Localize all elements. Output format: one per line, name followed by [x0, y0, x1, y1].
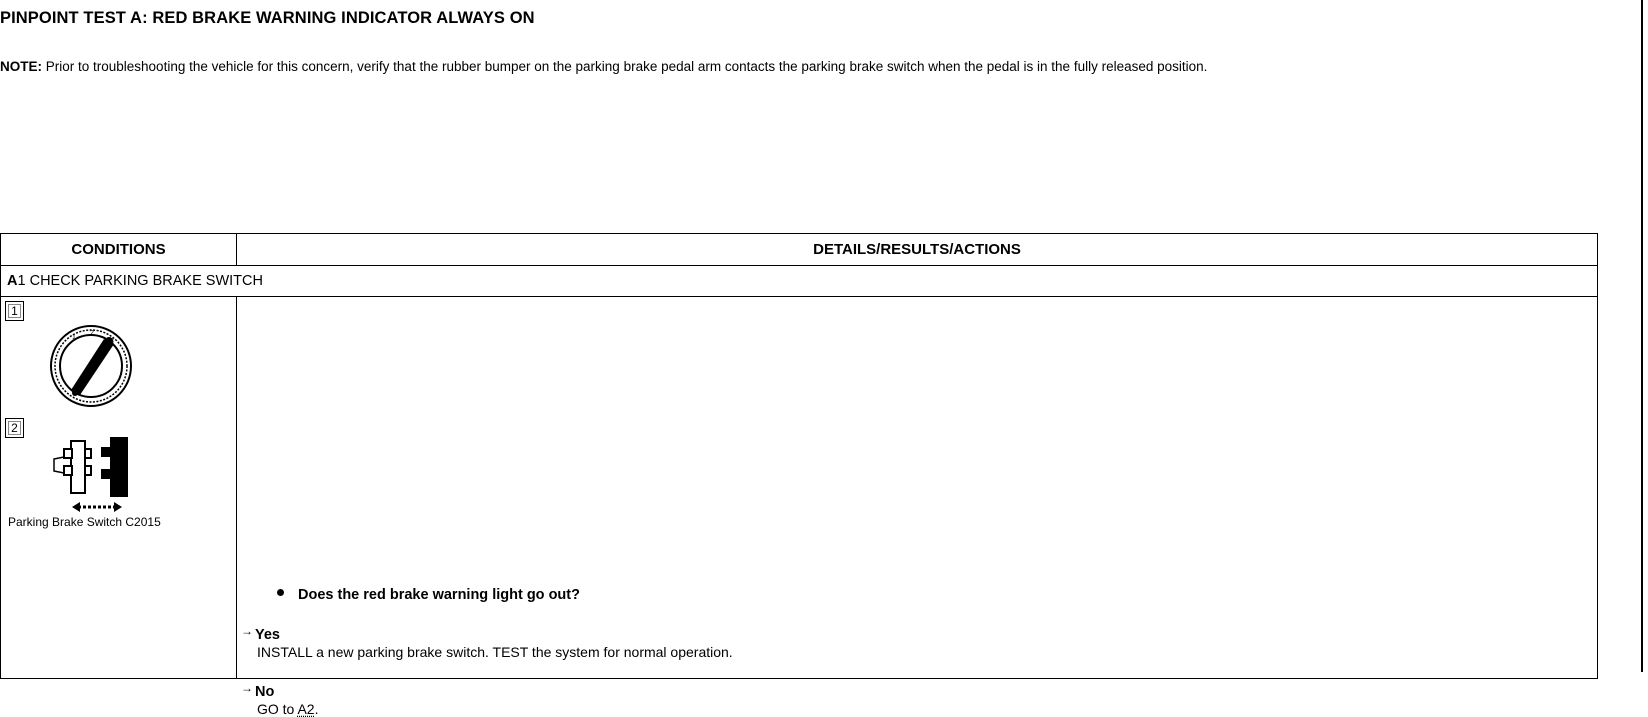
details-cell	[237, 297, 1598, 717]
connector-caption: Parking Brake Switch C2015	[8, 515, 161, 529]
step-title-row	[1, 266, 1598, 297]
condition-number-box: 1	[5, 301, 24, 321]
note-paragraph	[0, 57, 1632, 76]
svg-text:1: 1	[72, 334, 76, 341]
arrow-icon: →	[241, 681, 253, 695]
result-no	[241, 681, 318, 717]
svg-text:3: 3	[110, 338, 114, 345]
table-header-row	[1, 234, 1598, 266]
conditions-header: CONDITIONS	[1, 234, 237, 266]
test-question	[277, 587, 580, 603]
page-title: PINPOINT TEST A: RED BRAKE WARNING INDICATOR ALWAYS ON	[0, 9, 535, 27]
result-no-label: No	[255, 684, 275, 700]
note-label: NOTE:	[0, 59, 42, 74]
result-no-prefix: GO to	[257, 701, 298, 717]
question-text: Does the red brake warning light go out?	[298, 587, 580, 603]
details-header: DETAILS/RESULTS/ACTIONS	[237, 234, 1598, 266]
step-number: 1	[17, 273, 26, 289]
bullet-icon	[277, 589, 284, 596]
condition-number-box: 2	[5, 418, 24, 438]
result-yes-action: INSTALL a new parking brake switch. TEST the system for normal operation.	[257, 644, 733, 660]
pinpoint-test-table	[0, 233, 1598, 717]
result-no-suffix: .	[314, 701, 319, 717]
page-right-rule	[1641, 0, 1643, 672]
result-yes	[241, 624, 733, 660]
goto-a2-link[interactable]: A2	[297, 701, 315, 717]
connector-disconnect-icon	[50, 437, 134, 515]
svg-text:2: 2	[90, 330, 94, 337]
conditions-cell	[1, 297, 237, 679]
result-yes-label: Yes	[255, 627, 280, 643]
note-text: Prior to troubleshooting the vehicle for this concern, verify that the rubber bumper on the parking brake pedal arm contacts the parking brake switch when the pedal is in the fully released position.	[42, 59, 1208, 74]
ignition-key-icon	[48, 323, 134, 409]
step-title-text: CHECK PARKING BRAKE SWITCH	[25, 273, 263, 289]
step-title	[1, 266, 1598, 297]
result-no-action	[241, 701, 318, 717]
arrow-icon: →	[241, 624, 253, 638]
step-body-row	[1, 297, 1598, 679]
step-id: A	[7, 273, 18, 289]
